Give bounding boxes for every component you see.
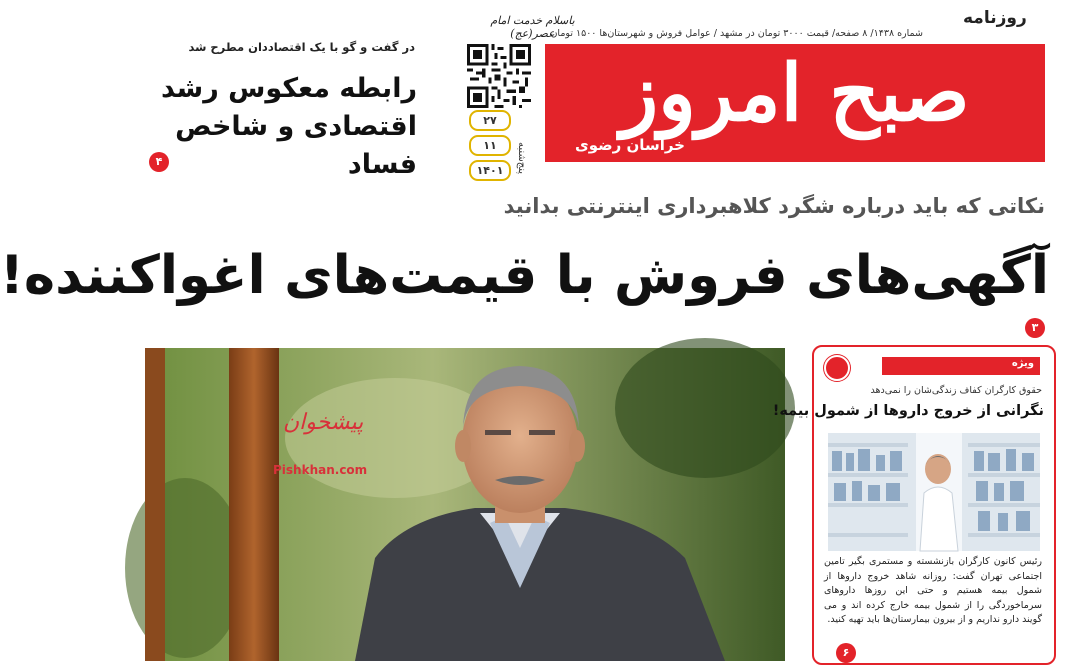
newspaper-title: صبح امروز [620,48,970,139]
teaser-kicker: در گفت و گو با یک اقتصاددان مطرح شد [188,40,415,54]
issue-date [471,110,511,185]
teaser-page-badge[interactable]: ۴ [149,152,169,172]
date-month: ۱۱ [469,135,511,156]
main-page-badge[interactable]: ۳ [1025,318,1045,338]
special-tag-bar [882,357,1040,375]
side-page-badge[interactable]: ۶ [836,643,856,663]
clock-icon [824,355,850,381]
main-kicker: نکاتی که باید درباره شگرد کلاهبرداری اینترنتی بدانید [503,194,1045,218]
side-kicker: حقوق کارگران کفاف زندگی‌شان را نمی‌دهد [870,385,1042,396]
salutation: باسلام خدمت امام عصر(عج) [490,14,575,40]
pharmacy-photo[interactable] [828,433,1040,551]
side-body-text: رئیس کانون کارگران بازنشسته و مستمری بگیر تامین اجتماعی تهران گفت: روزانه شاهد خروج داروها از شمول بیمه هستیم و حتی این روزها داروهای سرماخوردگی را از شمول بیمه خارج کرده اند و می گویند دارو نداریم و از بیرون بیمارستان‌ها باید تهیه کنید. [824,556,1042,626]
watermark-persian: پیشخوان [283,410,364,435]
special-report-box[interactable] [772,345,1056,665]
date-year: ۱۴۰۱ [469,160,511,181]
date-day: ۲۷ [469,110,511,131]
newspaper-region: خراسان رضوی [575,136,685,154]
main-headline[interactable]: آگهی‌های فروش با قیمت‌های اغواکننده! [0,245,1049,306]
teaser-headline-line2: اقتصادی و شاخص فساد [175,111,417,180]
side-headline[interactable]: نگرانی از خروج داروها از شمول بیمه! [772,403,1044,419]
masthead-logo[interactable] [545,44,1045,162]
teaser-headline[interactable] [143,70,417,184]
date-weekday: پنج‌شنبه [516,141,527,174]
teaser-headline-line1: رابطه معکوس رشد [161,73,417,104]
masthead-prefix: روزنامه [963,8,1027,28]
watermark-url: Pishkhan.com [273,463,368,477]
qr-code-icon[interactable] [467,44,531,108]
special-tag: ویژه [1011,358,1034,369]
issue-info: شماره ۱۴۳۸/ ۸ صفحه/ قیمت ۳۰۰۰ تومان در مشهد / عوامل فروش و شهرستان‌ها ۱۵۰۰ تومان [550,28,923,39]
portrait-photo[interactable] [145,348,785,661]
